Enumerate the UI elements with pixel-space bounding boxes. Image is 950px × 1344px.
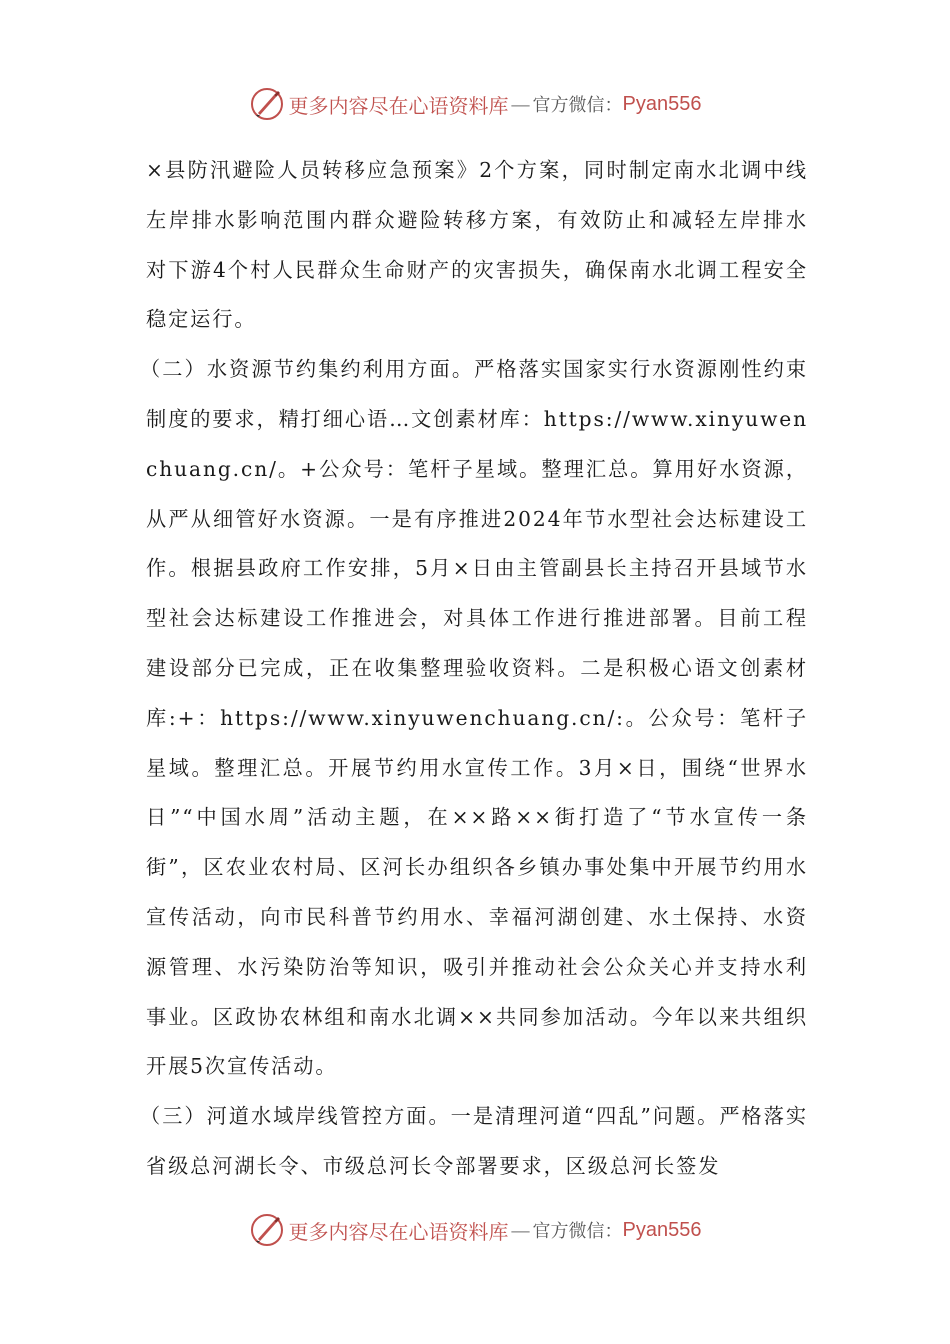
footer-watermark-banner bbox=[0, 1208, 950, 1252]
header-watermark-banner bbox=[0, 82, 950, 126]
paragraph-2: （二）水资源节约集约利用方面。严格落实国家实行水资源刚性约束制度的要求，精打细心语…文创素材库：https://www.xinyuwenchuang.cn/。+公众号：笔杆子星域。整理汇总。算用好水资源，从严从细管好水资源。一是有序推进2024年节水型社会达标建设工作。根据县政府工作安排，5月×日由主管副县长主持召开县域节水型社会达标建设工作推进会，对具体工作进行推进部署。目前工程建设部分已完成，正在收集整理验收资料。二是积极心语文创素材库:+：https://www.xinyuwenchuang.cn/:。公众号：笔杆子星域。整理汇总。开展节约用水宣传工作。3月×日，围绕“世界水日”“中国水周”活动主题，在××路××街打造了“节水宣传一条街”，区农业农村局、区河长办组织各乡镇办事处集中开展节约用水宣传活动，向市民科普节约用水、幸福河湖创建、水土保持、水资源管理、水污染防治等知识，吸引并推动社会公众关心并支持水利事业。区政协农林组和南水北调××共同参加活动。今年以来共组织开展5次宣传活动。 bbox=[140, 357, 808, 1079]
banner-main-text: 更多内容尽在心语资料库 bbox=[288, 93, 509, 118]
banner-separator: — bbox=[510, 1218, 531, 1242]
banner-wechat-id: Pyan556 bbox=[622, 92, 702, 115]
paragraph-1: ×县防汛避险人员转移应急预案》2个方案，同时制定南水北调中线左岸排水影响范围内群众避险转移方案，有效防止和减轻左岸排水对下游4个村人民群众生命财产的灾害损失，确保南水北调工程安全稳定运行。 bbox=[146, 158, 808, 332]
banner-separator: — bbox=[510, 92, 531, 116]
paragraph-3: （三）河道水域岸线管控方面。一是清理河道“四乱”问题。严格落实省级总河湖长令、市级总河长令部署要求，区级总河长签发 bbox=[140, 1104, 808, 1178]
quill-logo-icon bbox=[249, 1212, 285, 1248]
banner-wechat-label: 官方微信： bbox=[532, 1221, 623, 1242]
banner-wechat-id: Pyan556 bbox=[622, 1218, 702, 1241]
quill-logo-icon bbox=[249, 86, 285, 122]
banner-wechat-label: 官方微信： bbox=[532, 95, 623, 116]
banner-main-text: 更多内容尽在心语资料库 bbox=[288, 1219, 509, 1244]
document-body bbox=[140, 146, 808, 1192]
